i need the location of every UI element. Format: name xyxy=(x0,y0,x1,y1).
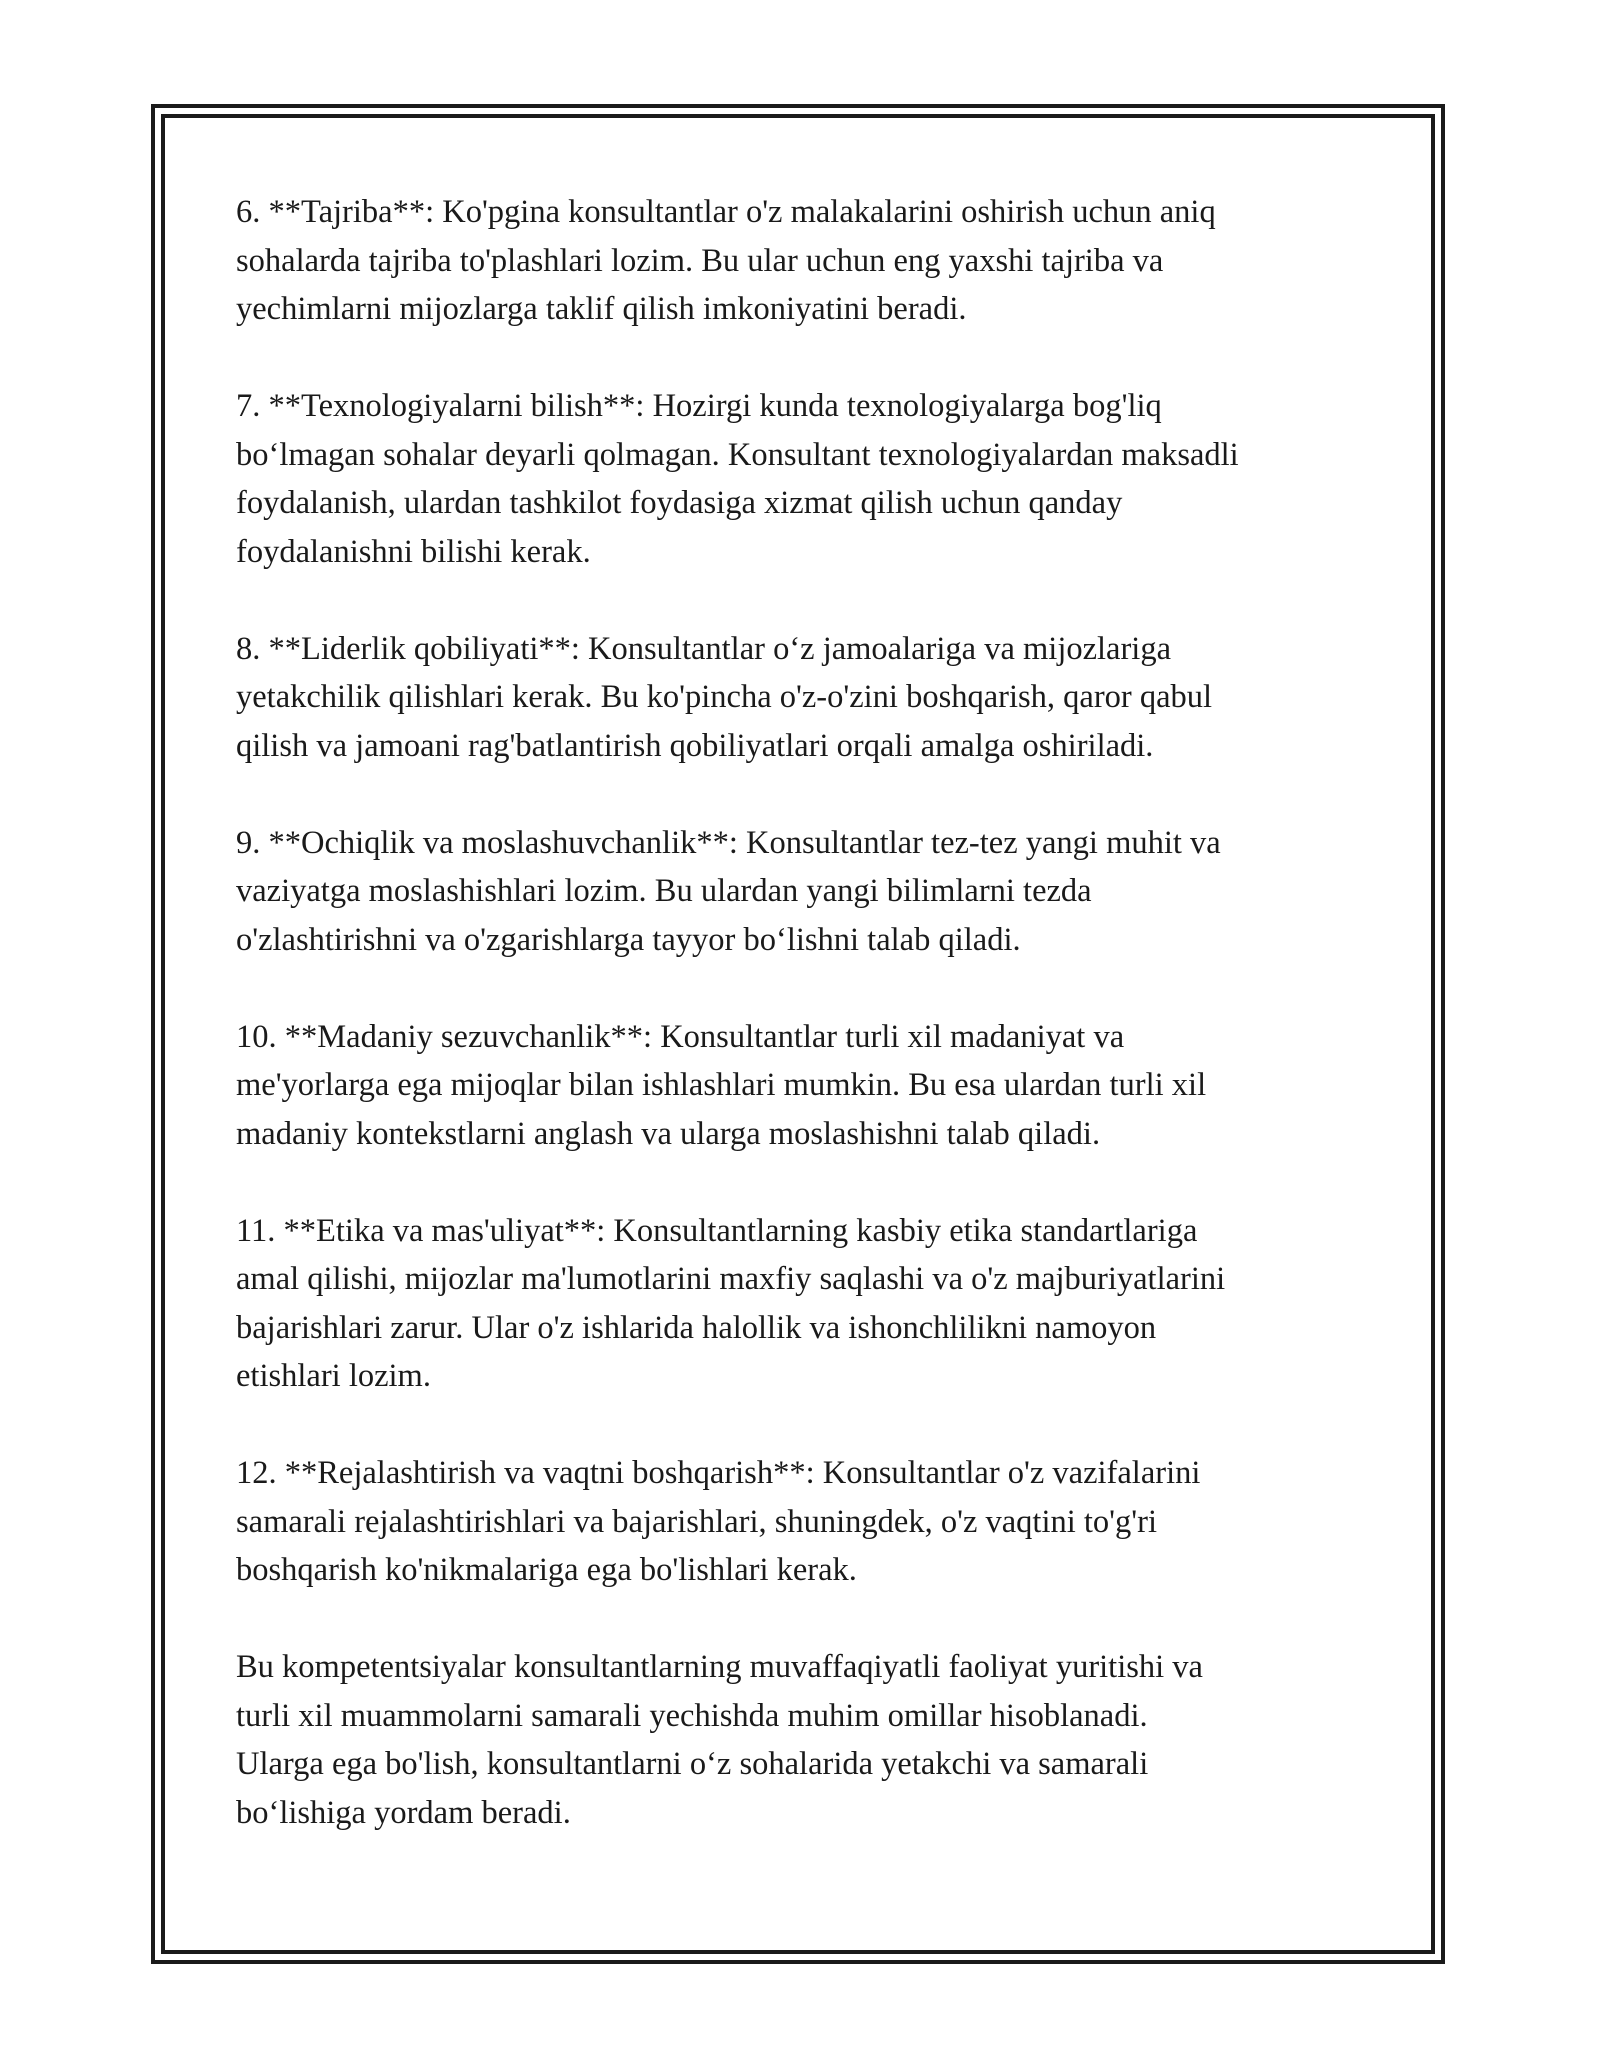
text-line: 10. **Madaniy sezuvchanlik**: Konsultantlar turli xil madaniyat va xyxy=(236,1018,1125,1055)
text-line: me'yorlarga ega mijoqlar bilan ishlashlari mumkin. Bu esa ulardan turli xil xyxy=(236,1067,1207,1103)
text-line: vaziyatga moslashishlari lozim. Bu ulardan yangi bilimlarni tezda xyxy=(236,873,1092,909)
text-line: Ularga ega bo'lish, konsultantlarni o‘z sohalarida yetakchi va samarali xyxy=(236,1746,1149,1782)
paragraph-conclusion xyxy=(236,1643,1376,1837)
text-line: o'zlashtirishni va o'zgarishlarga tayyor bo‘lishni talab qiladi. xyxy=(236,921,1021,958)
paragraph-texnologiyalarni-bilish xyxy=(236,382,1376,576)
document-body xyxy=(236,188,1376,1886)
text-line: 12. **Rejalashtirish va vaqtni boshqarish**: Konsultantlar o'z vazifalarini xyxy=(236,1455,1201,1491)
text-line: 11. **Etika va mas'uliyat**: Konsultantlarning kasbiy etika standartlariga xyxy=(236,1212,1198,1249)
text-line: foydalanishni bilishi kerak. xyxy=(236,533,591,570)
paragraph-ochiqlik xyxy=(236,819,1376,965)
text-line: Bu kompetentsiyalar konsultantlarning muvaffaqiyatli faoliyat yuritishi va xyxy=(236,1649,1203,1685)
text-line: samarali rejalashtirishlari va bajarishlari, shuningdek, o'z vaqtini to'g'ri xyxy=(236,1503,1157,1540)
text-line: 7. **Texnologiyalarni bilish**: Hozirgi kunda texnologiyalarga bog'liq xyxy=(236,388,1162,424)
text-line: yetakchilik qilishlari kerak. Bu ko'pincha o'z-o'zini boshqarish, qaror qabul xyxy=(236,679,1213,715)
text-line: 6. **Tajriba**: Ko'pgina konsultantlar o'z malakalarini oshirish uchun aniq xyxy=(236,194,1216,230)
text-line: bajarishlari zarur. Ular o'z ishlarida halollik va ishonchlilikni namoyon xyxy=(236,1309,1157,1346)
text-line: etishlari lozim. xyxy=(236,1358,431,1394)
text-line: yechimlarni mijozlarga taklif qilish imkoniyatini beradi. xyxy=(236,291,967,327)
text-line: bo‘lishiga yordam beradi. xyxy=(236,1794,571,1831)
text-line: turli xil muammolarni samarali yechishda muhim omillar hisoblanadi. xyxy=(236,1697,1148,1734)
paragraph-rejalashtirish xyxy=(236,1449,1376,1595)
text-line: madaniy kontekstlarni anglash va ularga moslashishni talab qiladi. xyxy=(236,1115,1101,1152)
paragraph-etika xyxy=(236,1207,1376,1401)
text-line: foydalanish, ulardan tashkilot foydasiga xizmat qilish uchun qanday xyxy=(236,485,1123,521)
paragraph-madaniy-sezuvchanlik xyxy=(236,1013,1376,1159)
text-line: boshqarish ko'nikmalariga ega bo'lishlari kerak. xyxy=(236,1552,857,1588)
paragraph-tajriba xyxy=(236,188,1376,334)
text-line: 9. **Ochiqlik va moslashuvchanlik**: Konsultantlar tez-tez yangi muhit va xyxy=(236,824,1221,861)
paragraph-liderlik-qobiliyati xyxy=(236,625,1376,771)
text-line: sohalarda tajriba to'plashlari lozim. Bu ular uchun eng yaxshi tajriba va xyxy=(236,242,1164,279)
text-line: 8. **Liderlik qobiliyati**: Konsultantlar o‘z jamoalariga va mijozlariga xyxy=(236,630,1172,667)
text-line: bo‘lmagan sohalar deyarli qolmagan. Konsultant texnologiyalardan maksadli xyxy=(236,436,1239,473)
text-line: qilish va jamoani rag'batlantirish qobiliyatlari orqali amalga oshiriladi. xyxy=(236,727,1154,764)
text-line: amal qilishi, mijozlar ma'lumotlarini maxfiy saqlashi va o'z majburiyatlarini xyxy=(236,1261,1226,1297)
